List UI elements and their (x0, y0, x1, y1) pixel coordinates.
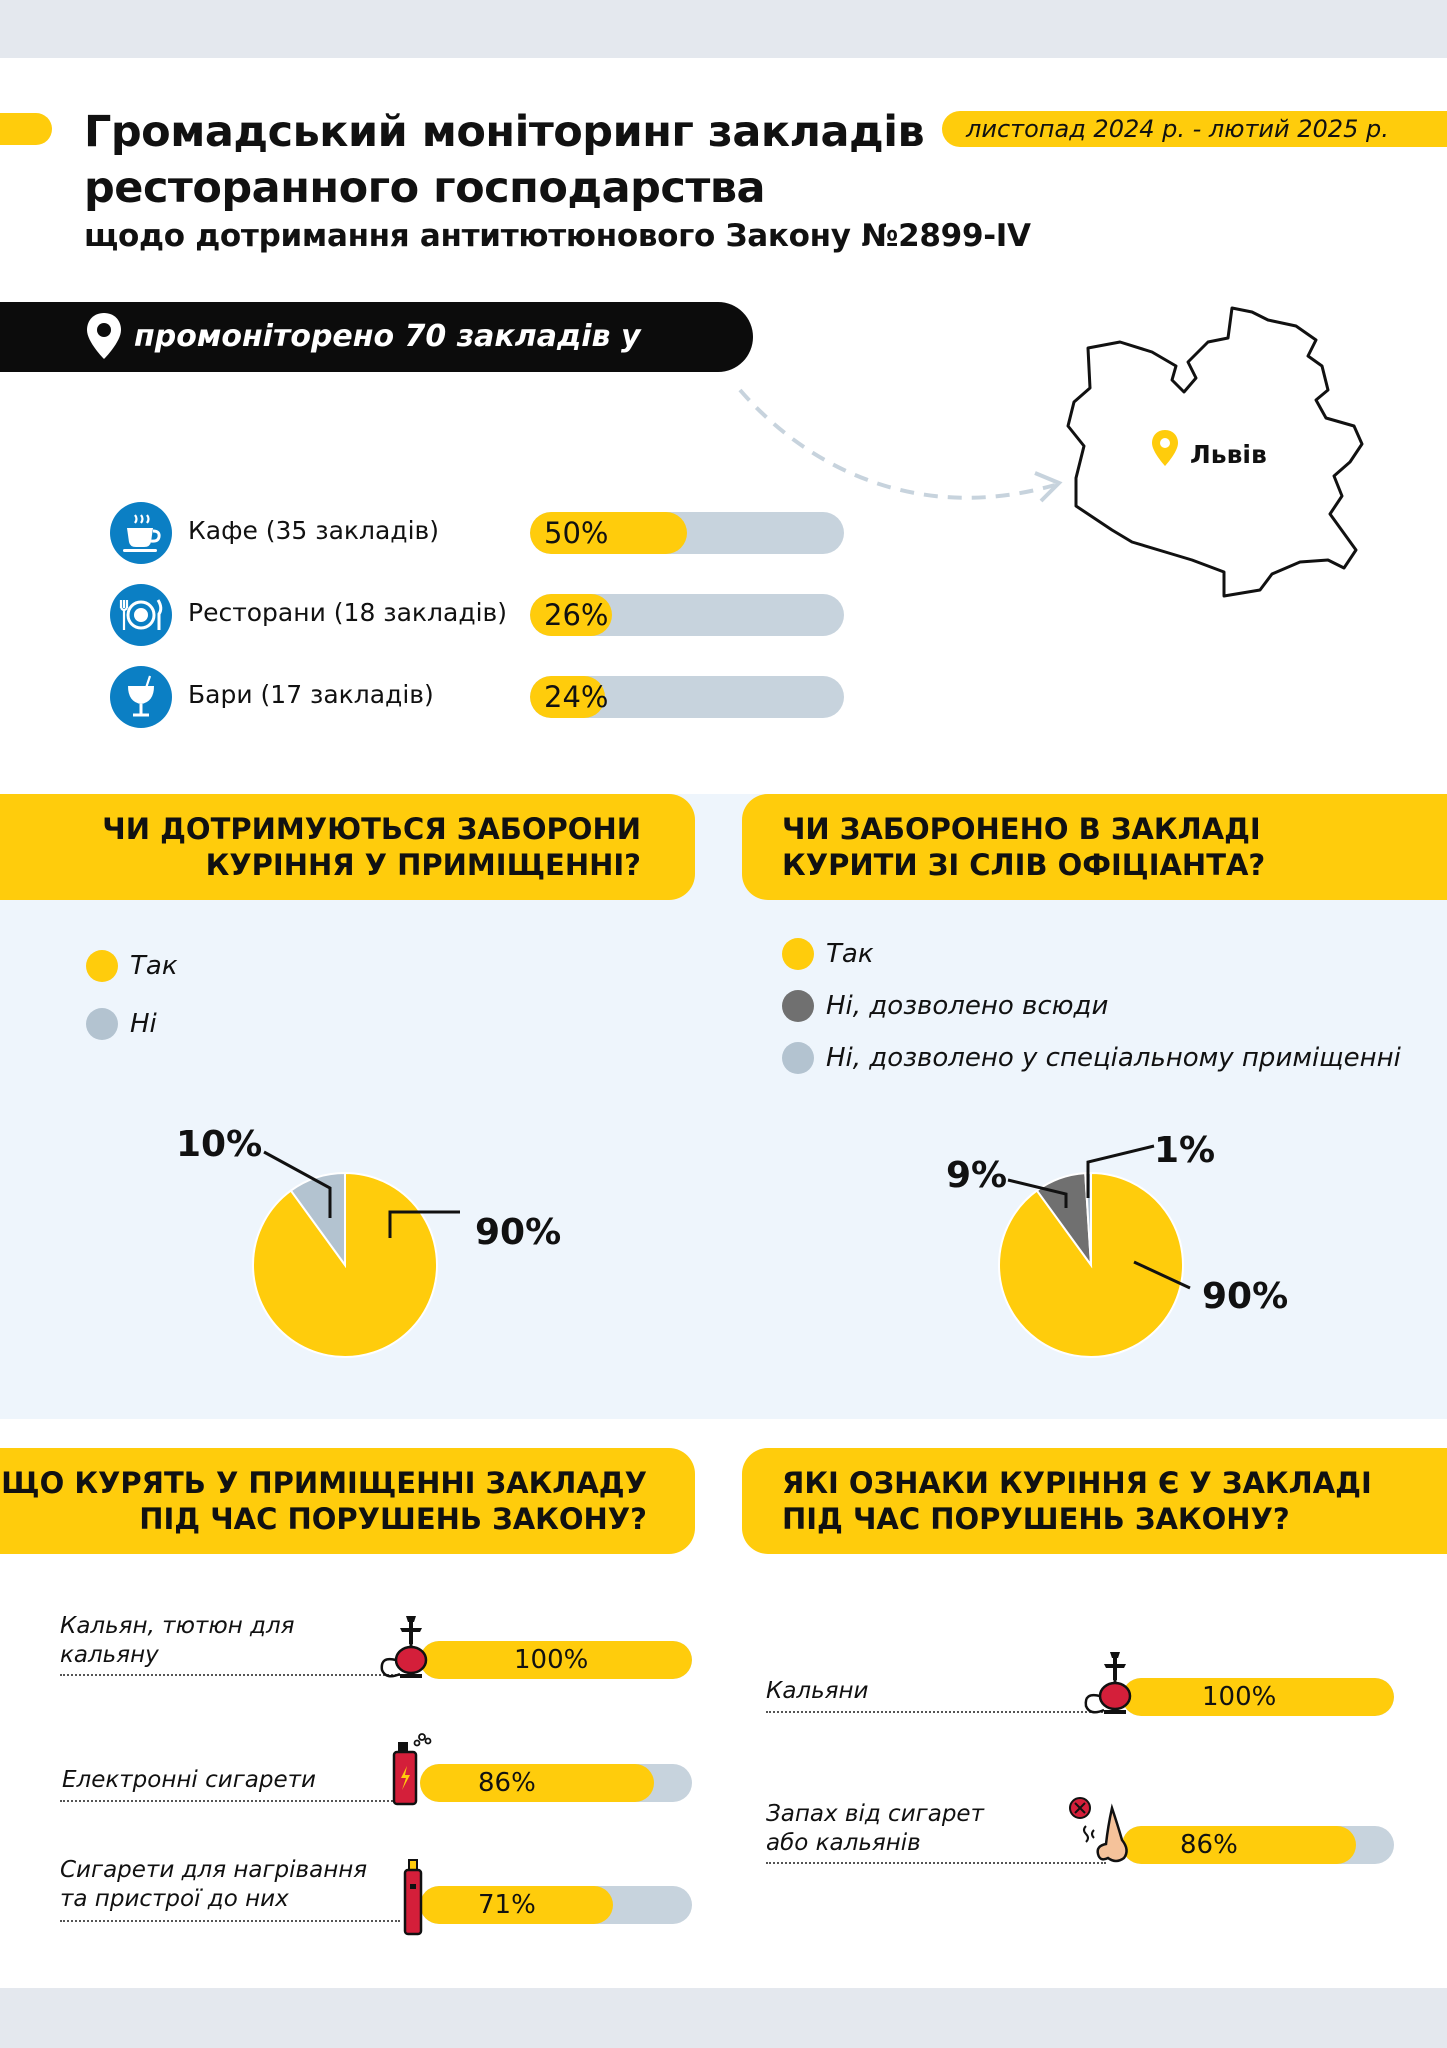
category-row-restaurants (110, 584, 850, 646)
category-pct: 50% (544, 516, 609, 550)
question-2-line-1: ЧИ ЗАБОРОНЕНО В ЗАКЛАДІ (782, 812, 1261, 846)
category-bar (530, 512, 844, 554)
dotted-leader (60, 1800, 400, 1802)
question-4-heading (742, 1448, 1447, 1554)
category-label: Кафе (35 закладів) (188, 516, 440, 545)
dotted-leader (766, 1711, 1106, 1713)
vape-icon (390, 1732, 440, 1808)
location-pin-icon (84, 311, 124, 361)
pie-q2-label-everywhere: 9% (946, 1155, 1008, 1196)
page-title (84, 104, 924, 216)
heated-tobacco-icon (398, 1858, 428, 1938)
plate-cutlery-icon (110, 584, 172, 646)
bar-fill (1122, 1826, 1356, 1864)
title-accent-tab (0, 113, 52, 145)
question-4-line-2: ПІД ЧАС ПОРУШЕНЬ ЗАКОНУ? (782, 1502, 1290, 1536)
category-row-cafe (110, 502, 850, 564)
bar-fill (420, 1641, 692, 1679)
monitored-banner: промоніторено 70 закладів у Львові (0, 302, 753, 372)
item-label-line: кальяну (60, 1642, 159, 1668)
coffee-cup-icon (110, 502, 172, 564)
category-bar-fill (530, 594, 612, 636)
category-pct: 24% (544, 680, 609, 714)
title-line-2: ресторанного господарства (84, 163, 766, 213)
question-2-line-2: КУРИТИ ЗІ СЛІВ ОФІЦІАНТА? (782, 848, 1266, 882)
category-bar (530, 676, 844, 718)
legend-yes (782, 938, 874, 970)
bottom-band (0, 1988, 1447, 2048)
item-label-line: Сигарети для нагрівання (60, 1857, 368, 1883)
item-label-line: Запах від сигарет (766, 1801, 984, 1827)
category-label: Ресторани (18 закладів) (188, 598, 508, 627)
item-label-hookahs: Кальяни (766, 1678, 869, 1704)
category-bar-fill (530, 676, 609, 718)
legend-text: Так (130, 951, 178, 981)
question-2-heading (742, 794, 1447, 900)
pie-q1-leaders (250, 1140, 490, 1300)
bar-heated (420, 1886, 692, 1924)
bar-ecig (420, 1764, 692, 1802)
pie-q1-label-yes: 90% (475, 1212, 562, 1253)
legend-dot-grey (782, 1042, 814, 1074)
bar-pct: 100% (1202, 1682, 1277, 1712)
dotted-leader (60, 1674, 400, 1676)
legend-text: Ні, дозволено у спеціальному приміщенні (826, 1043, 1401, 1073)
item-label-ecig: Електронні сигарети (62, 1767, 316, 1793)
bar-pct: 100% (514, 1645, 589, 1675)
bar-fill (420, 1886, 613, 1924)
city-label: Львів (1190, 440, 1267, 469)
dotted-leader (60, 1920, 400, 1922)
legend-dot-yellow (86, 950, 118, 982)
item-label-smell (766, 1800, 984, 1858)
legend-dot-dark (782, 990, 814, 1022)
legend-yes (86, 950, 178, 982)
legend-no (86, 1008, 157, 1040)
cocktail-glass-icon (110, 666, 172, 728)
bar-hookahs (1122, 1678, 1394, 1716)
legend-text: Ні (130, 1009, 157, 1039)
bar-pct: 86% (478, 1768, 536, 1798)
category-bar (530, 594, 844, 636)
bar-hookah (420, 1641, 692, 1679)
legend-dot-grey (86, 1008, 118, 1040)
top-band (0, 0, 1447, 58)
question-1-heading (0, 794, 695, 900)
dotted-leader (766, 1862, 1106, 1864)
item-label-line: Кальян, тютюн для (60, 1613, 295, 1639)
legend-dot-yellow (782, 938, 814, 970)
bar-pct: 71% (478, 1890, 536, 1920)
category-label: Бари (17 закладів) (188, 680, 434, 709)
pie-q2-label-yes: 90% (1202, 1276, 1289, 1317)
item-label-heated (60, 1856, 367, 1914)
item-label-hookah (60, 1612, 294, 1670)
question-3-heading (0, 1448, 695, 1554)
category-pct: 26% (544, 598, 609, 632)
question-4-line-1: ЯКІ ОЗНАКИ КУРІННЯ Є У ЗАКЛАДІ (782, 1466, 1372, 1500)
question-3-line-2: ПІД ЧАС ПОРУШЕНЬ ЗАКОНУ? (139, 1502, 647, 1536)
legend-no-everywhere (782, 990, 1108, 1022)
legend-no-special-room (782, 1042, 1401, 1074)
nose-smell-icon (1066, 1796, 1146, 1868)
bar-smell (1122, 1826, 1394, 1864)
pie-q1-label-no: 10% (176, 1124, 263, 1165)
category-bar-fill (530, 512, 687, 554)
question-3-line-1: ЩО КУРЯТЬ У ПРИМІЩЕННІ ЗАКЛАДУ (1, 1466, 647, 1500)
period-badge: листопад 2024 р. - лютий 2025 р. (942, 111, 1447, 147)
legend-text: Так (826, 939, 874, 969)
category-row-bars (110, 666, 850, 728)
pie-q2-label-special: 1% (1154, 1130, 1216, 1171)
title-line-1: Громадський моніторинг закладів (84, 107, 925, 157)
item-label-line: або кальянів (766, 1830, 921, 1856)
hookah-icon (1080, 1650, 1150, 1716)
legend-text: Ні, дозволено всюди (826, 991, 1109, 1021)
page-subtitle: щодо дотримання антитютюнового Закону №2899-IV (84, 218, 1031, 254)
bar-fill (1122, 1678, 1394, 1716)
question-1-line-2: КУРІННЯ У ПРИМІЩЕННІ? (205, 848, 641, 882)
item-label-line: та пристрої до них (60, 1886, 289, 1912)
bar-pct: 86% (1180, 1830, 1238, 1860)
question-1-line-1: ЧИ ДОТРИМУЮТЬСЯ ЗАБОРОНИ (102, 812, 641, 846)
hookah-icon (376, 1614, 446, 1680)
bar-fill (420, 1764, 654, 1802)
